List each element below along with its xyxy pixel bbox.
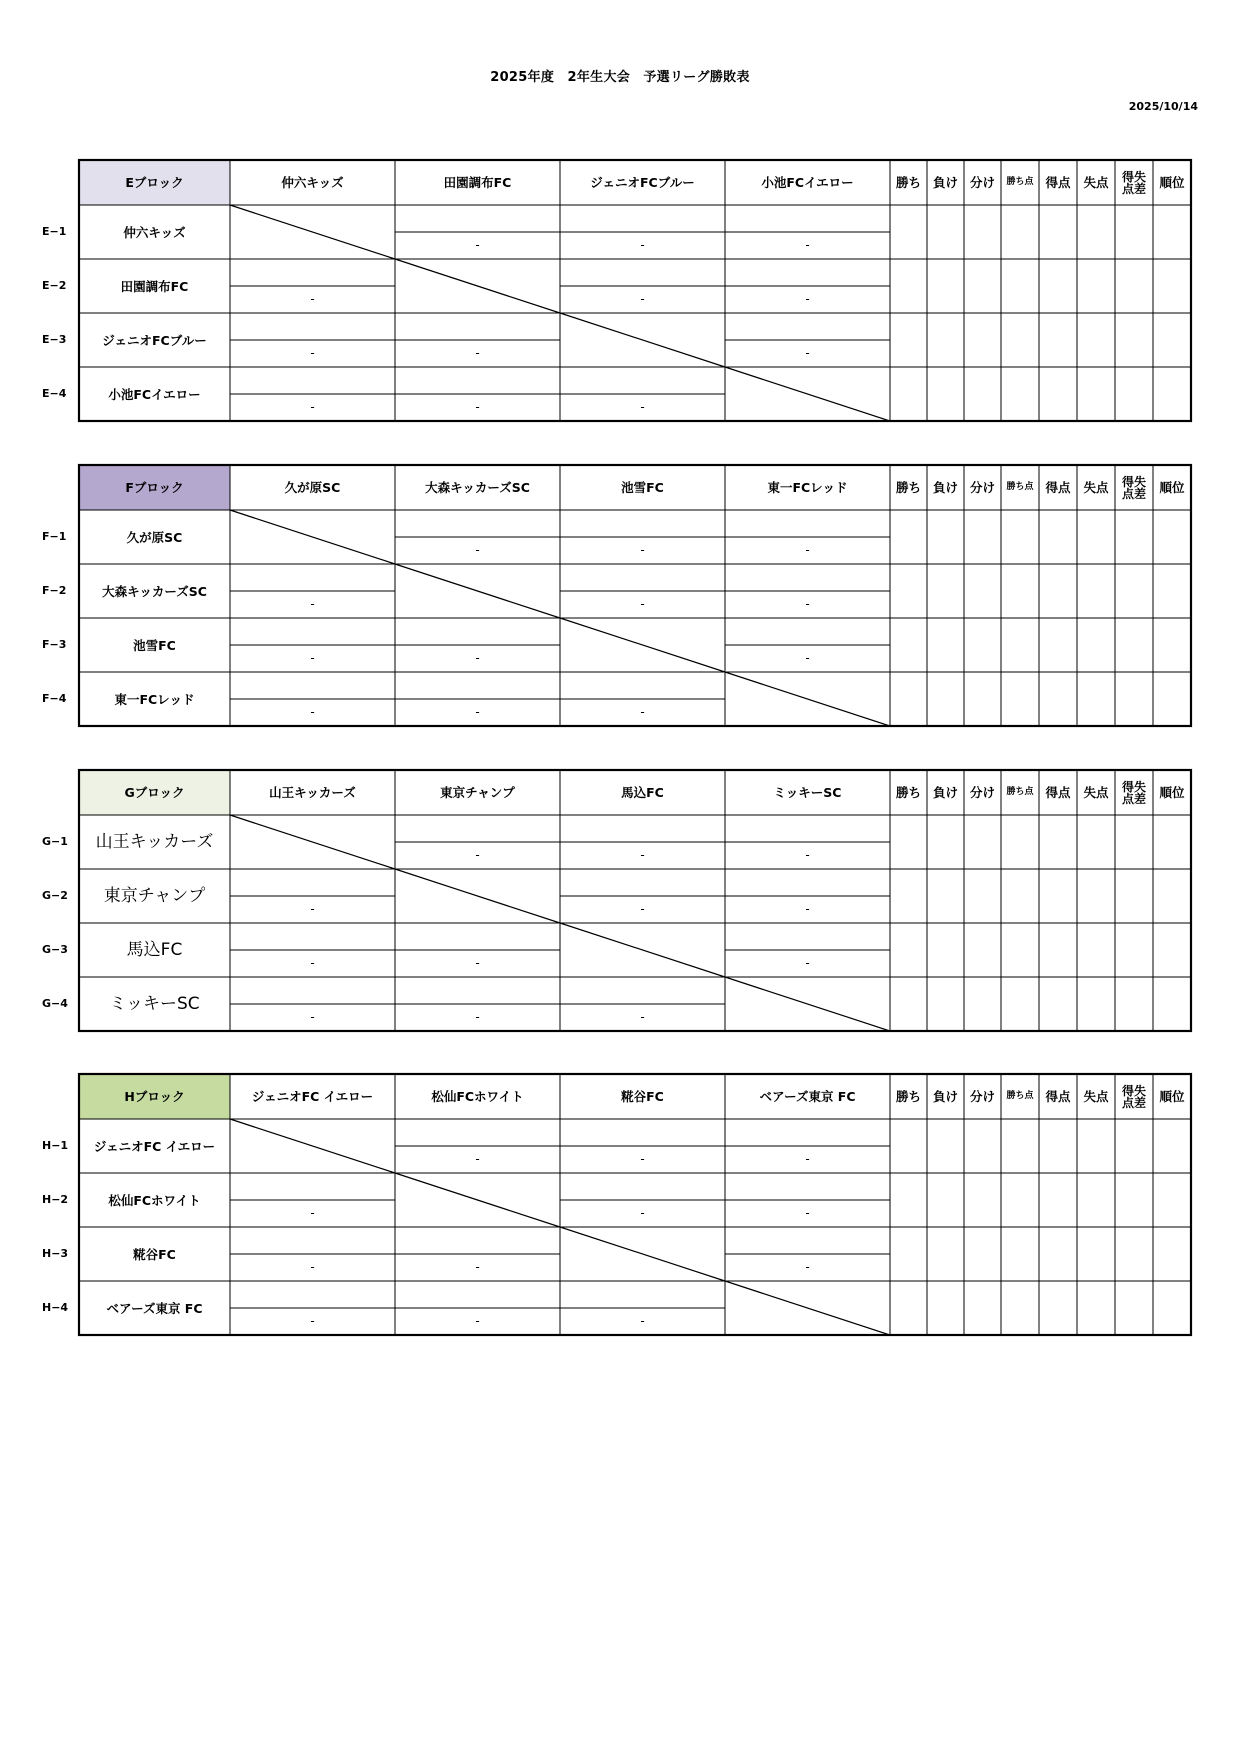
row-team-name: 小池FCイエロー	[108, 386, 201, 402]
diagonal-line	[230, 205, 395, 259]
stat-header: 得失 点差	[1121, 474, 1146, 501]
row-team-name: 大森キッカーズSC	[102, 583, 207, 599]
score-separator: -	[310, 956, 315, 970]
block-label: Fブロック	[125, 480, 184, 495]
column-team-name: 田園調布FC	[443, 175, 512, 190]
row-team-name: 山王キッカーズ	[95, 831, 214, 852]
stat-header: 得点	[1045, 175, 1071, 190]
block-label: Gブロック	[124, 785, 185, 800]
score-separator: -	[805, 1260, 810, 1274]
score-separator: -	[805, 238, 810, 252]
block-table	[79, 1074, 1191, 1336]
score-separator: -	[640, 1206, 645, 1220]
row-team-name: ミッキーSC	[109, 993, 200, 1014]
stat-header: 順位	[1159, 175, 1185, 190]
row-team-name: 久が原SC	[126, 529, 183, 545]
column-team-name: ジェニオFC イエロー	[251, 1089, 374, 1104]
stat-header: 勝ち	[895, 480, 921, 495]
row-team-name: 松仙FCホワイト	[108, 1192, 201, 1208]
column-team-name: 松仙FCホワイト	[431, 1089, 524, 1104]
row-code: F−4	[42, 692, 67, 705]
score-separator: -	[475, 1010, 480, 1024]
score-separator: -	[805, 543, 810, 557]
row-team-name: ベアーズ東京 FC	[106, 1300, 203, 1316]
diagonal-line	[725, 672, 890, 726]
column-team-name: ジェニオFCブルー	[590, 175, 695, 190]
score-separator: -	[640, 597, 645, 611]
stat-header: 失点	[1083, 1089, 1109, 1104]
score-separator: -	[805, 848, 810, 862]
diagonal-line	[560, 923, 725, 977]
column-team-name: 山王キッカーズ	[269, 785, 356, 800]
column-team-name: ベアーズ東京 FC	[759, 1089, 856, 1104]
stat-header: 得失 点差	[1121, 169, 1146, 196]
score-separator: -	[640, 543, 645, 557]
block-table	[79, 160, 1191, 422]
block-label: Eブロック	[125, 175, 184, 190]
score-separator: -	[640, 1010, 645, 1024]
row-code: F−1	[42, 530, 67, 543]
row-team-name: 仲六キッズ	[123, 224, 186, 240]
score-separator: -	[640, 848, 645, 862]
score-separator: -	[805, 346, 810, 360]
score-separator: -	[310, 1260, 315, 1274]
column-team-name: 久が原SC	[284, 480, 341, 495]
row-code: G−3	[42, 943, 68, 956]
stat-header: 負け	[932, 1089, 958, 1104]
diagonal-line	[725, 367, 890, 421]
score-separator: -	[475, 400, 480, 414]
score-separator: -	[805, 956, 810, 970]
diagonal-line	[560, 1227, 725, 1281]
stat-header: 順位	[1159, 785, 1185, 800]
column-team-name: 馬込FC	[621, 785, 664, 800]
diagonal-line	[230, 815, 395, 869]
score-separator: -	[310, 705, 315, 719]
row-code: E−1	[42, 225, 67, 238]
score-separator: -	[310, 1206, 315, 1220]
block-table	[79, 465, 1191, 727]
diagonal-line	[230, 1119, 395, 1173]
row-team-name: ジェニオFCブルー	[102, 332, 207, 348]
stat-header: 失点	[1083, 785, 1109, 800]
score-separator: -	[310, 400, 315, 414]
column-team-name: 糀谷FC	[621, 1089, 664, 1104]
row-code: E−4	[42, 387, 67, 400]
score-separator: -	[475, 1314, 480, 1328]
stat-header: 順位	[1159, 1089, 1185, 1104]
score-separator: -	[475, 543, 480, 557]
score-separator: -	[640, 705, 645, 719]
score-separator: -	[310, 1010, 315, 1024]
column-team-name: ミッキーSC	[773, 785, 842, 800]
stat-header: 勝ち点	[1006, 482, 1034, 492]
score-separator: -	[475, 651, 480, 665]
column-team-name: 池雪FC	[621, 480, 664, 495]
stat-header: 勝ち	[895, 175, 921, 190]
score-separator: -	[640, 1314, 645, 1328]
row-team-name: 東京チャンプ	[103, 885, 206, 906]
stat-header: 得失 点差	[1121, 779, 1146, 806]
score-separator: -	[640, 400, 645, 414]
score-separator: -	[475, 705, 480, 719]
score-separator: -	[475, 956, 480, 970]
column-team-name: 東一FCレッド	[767, 480, 848, 495]
stat-header: 得点	[1045, 1089, 1071, 1104]
stat-header: 負け	[932, 785, 958, 800]
row-code: H−1	[42, 1139, 69, 1152]
score-separator: -	[310, 1314, 315, 1328]
score-separator: -	[475, 848, 480, 862]
row-code: G−1	[42, 835, 68, 848]
score-separator: -	[805, 651, 810, 665]
stat-header: 分け	[969, 480, 995, 495]
diagonal-line	[395, 564, 560, 618]
score-separator: -	[640, 902, 645, 916]
document-title: 2025年度 2年生大会 予選リーグ勝敗表	[490, 70, 750, 85]
row-team-name: 池雪FC	[133, 637, 176, 653]
document-date: 2025/10/14	[1128, 100, 1198, 113]
row-team-name: 馬込FC	[126, 939, 183, 960]
score-separator: -	[805, 1152, 810, 1166]
stat-header: 勝ち点	[1006, 787, 1034, 797]
stat-header: 分け	[969, 175, 995, 190]
stat-header: 失点	[1083, 480, 1109, 495]
diagonal-line	[395, 1173, 560, 1227]
stat-header: 失点	[1083, 175, 1109, 190]
score-separator: -	[475, 1152, 480, 1166]
diagonal-line	[560, 313, 725, 367]
row-code: E−3	[42, 333, 67, 346]
score-separator: -	[640, 1152, 645, 1166]
stat-header: 勝ち	[895, 1089, 921, 1104]
stat-header: 得点	[1045, 785, 1071, 800]
column-team-name: 東京チャンプ	[440, 785, 515, 800]
block-label: Hブロック	[124, 1089, 185, 1104]
stat-header: 順位	[1159, 480, 1185, 495]
stat-header: 勝ち点	[1006, 1091, 1034, 1101]
diagonal-line	[725, 1281, 890, 1335]
stat-header: 勝ち点	[1006, 177, 1034, 187]
row-code: H−3	[42, 1247, 69, 1260]
row-code: E−2	[42, 279, 67, 292]
row-code: H−4	[42, 1301, 69, 1314]
stat-header: 分け	[969, 785, 995, 800]
diagonal-line	[725, 977, 890, 1031]
score-separator: -	[805, 597, 810, 611]
column-team-name: 小池FCイエロー	[761, 175, 854, 190]
score-separator: -	[475, 346, 480, 360]
diagonal-line	[230, 510, 395, 564]
score-separator: -	[310, 597, 315, 611]
diagonal-line	[395, 259, 560, 313]
score-separator: -	[310, 651, 315, 665]
row-code: G−4	[42, 997, 68, 1010]
score-separator: -	[640, 238, 645, 252]
row-code: F−2	[42, 584, 67, 597]
stat-header: 得失 点差	[1121, 1083, 1146, 1110]
score-separator: -	[805, 902, 810, 916]
score-separator: -	[310, 292, 315, 306]
stat-header: 負け	[932, 480, 958, 495]
column-team-name: 仲六キッズ	[281, 175, 344, 190]
block-table	[79, 770, 1191, 1032]
row-code: H−2	[42, 1193, 69, 1206]
row-team-name: ジェニオFC イエロー	[93, 1138, 216, 1154]
row-code: F−3	[42, 638, 67, 651]
diagonal-line	[560, 618, 725, 672]
stat-header: 分け	[969, 1089, 995, 1104]
score-separator: -	[805, 1206, 810, 1220]
stat-header: 勝ち	[895, 785, 921, 800]
column-team-name: 大森キッカーズSC	[425, 480, 530, 495]
score-separator: -	[310, 346, 315, 360]
stat-header: 負け	[932, 175, 958, 190]
score-separator: -	[805, 292, 810, 306]
diagonal-line	[395, 869, 560, 923]
stat-header: 得点	[1045, 480, 1071, 495]
row-code: G−2	[42, 889, 68, 902]
row-team-name: 東一FCレッド	[114, 691, 195, 707]
score-separator: -	[640, 292, 645, 306]
score-separator: -	[475, 1260, 480, 1274]
row-team-name: 田園調布FC	[120, 278, 189, 294]
score-separator: -	[310, 902, 315, 916]
score-separator: -	[475, 238, 480, 252]
row-team-name: 糀谷FC	[133, 1246, 176, 1262]
